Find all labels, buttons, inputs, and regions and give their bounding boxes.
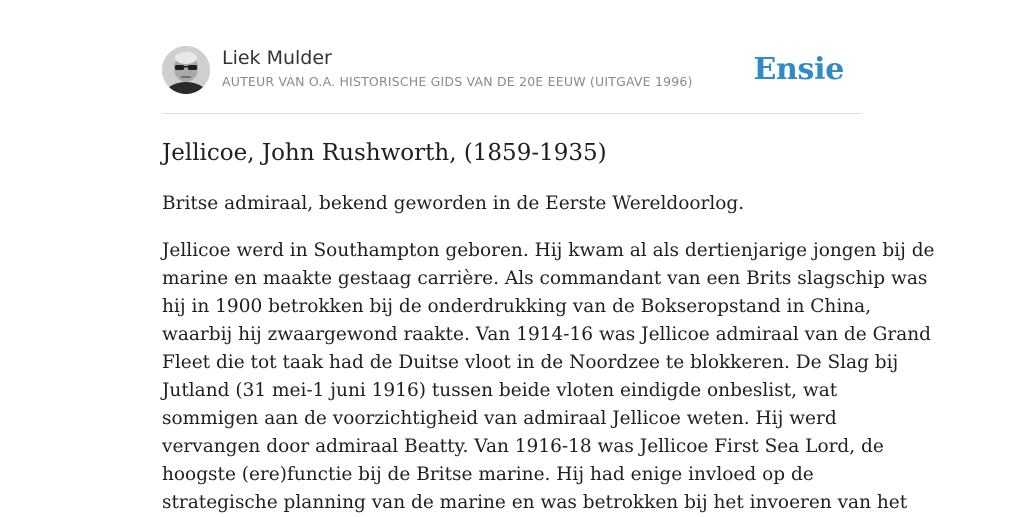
body-line: sommigen aan de voorzichtigheid van admiraal Jellicoe weten. Hij werd [162, 408, 837, 429]
body-line: hij in 1900 betrokken bij de onderdrukking van de Bokseropstand in China, [162, 296, 872, 317]
author-name[interactable]: Liek Mulder [222, 47, 332, 69]
article-body [162, 237, 935, 517]
body-line: Jellicoe werd in Southampton geboren. Hij kwam al als dertienjarige jongen bij de [162, 240, 935, 261]
author-description: AUTEUR VAN O.A. HISTORISCHE GIDS VAN DE 20E EEUW (UITGAVE 1996) [222, 74, 693, 89]
ensie-logo-link[interactable]: Ensie [753, 52, 844, 87]
author-header [162, 0, 862, 114]
author-avatar[interactable] [162, 46, 210, 94]
avatar-portrait-icon [162, 46, 210, 94]
body-line: marine en maakte gestaag carrière. Als commandant van een Brits slagschip was [162, 268, 928, 289]
body-line: Fleet die tot taak had de Duitse vloot in de Noordzee te blokkeren. De Slag bij [162, 352, 899, 373]
article-lead: Britse admiraal, bekend geworden in de Eerste Wereldoorlog. [162, 193, 745, 214]
body-line: hoogste (ere)functie bij de Britse marine. Hij had enige invloed op de [162, 464, 814, 485]
body-line: Jutland (31 mei-1 juni 1916) tussen beide vloten eindigde onbeslist, wat [162, 380, 838, 401]
body-line: strategische planning van de marine en was betrokken bij het invoeren van het [162, 492, 908, 513]
body-line: waarbij hij zwaargewond raakte. Van 1914-16 was Jellicoe admiraal van de Grand [162, 324, 932, 345]
article-page [162, 0, 935, 513]
article-title: Jellicoe, John Rushworth, (1859-1935) [162, 140, 607, 166]
body-line: vervangen door admiraal Beatty. Van 1916-18 was Jellicoe First Sea Lord, de [162, 436, 884, 457]
